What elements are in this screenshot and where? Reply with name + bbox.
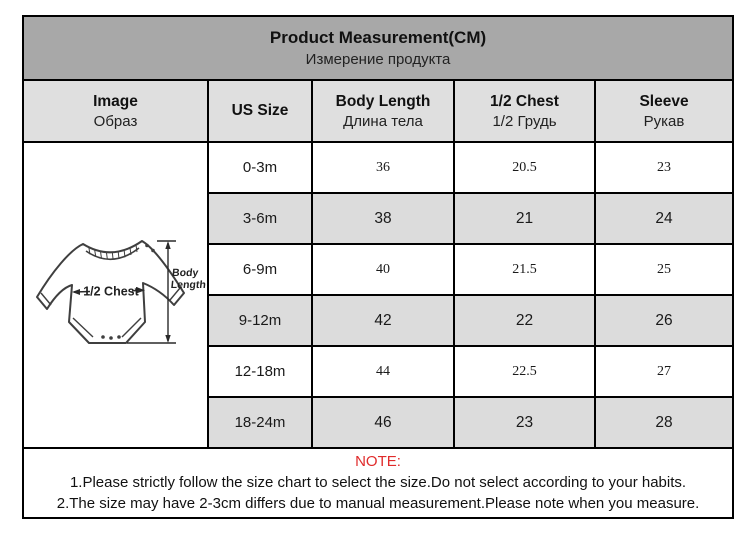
table-title-cell (23, 16, 733, 80)
sleeve-value: 23 (595, 142, 733, 193)
body-length-value: 38 (312, 193, 454, 244)
sleeve-value: 26 (595, 295, 733, 346)
length-arrowhead-bottom-icon (165, 335, 170, 343)
half-chest-value: 22.5 (454, 346, 595, 397)
bodysuit-diagram-cell (23, 142, 208, 448)
product-measurement-table (22, 15, 734, 519)
table-title-row (23, 16, 733, 80)
table-row (23, 142, 733, 193)
sleeve-value: 25 (595, 244, 733, 295)
snap-dot-icon (109, 336, 113, 340)
header-sleeve-en: Sleeve (639, 92, 689, 110)
us-size-value: 12-18m (208, 346, 312, 397)
title-russian: Измерение продукта (305, 51, 451, 68)
us-size-value: 3-6m (208, 193, 312, 244)
header-image-ru: Образ (93, 112, 138, 130)
half-chest-value: 21.5 (454, 244, 595, 295)
body-length-value: 42 (312, 295, 454, 346)
half-chest-value: 20.5 (454, 142, 595, 193)
header-us-size-en: US Size (231, 102, 289, 119)
us-size-value: 6-9m (208, 244, 312, 295)
note-cell (23, 448, 733, 518)
sleeve-value: 24 (595, 193, 733, 244)
bodysuit-diagram (26, 236, 206, 350)
shoulder-button-icon (145, 244, 149, 248)
header-half-chest-en: 1/2 Chest (490, 92, 559, 110)
header-body-length-ru: Длина тела (343, 112, 423, 130)
note-line-1: 1.Please strictly follow the size chart to select the size.Do not select according to your habits. (69, 474, 687, 491)
header-image (23, 80, 208, 142)
chest-label: 1/2 Chest (82, 284, 139, 299)
header-body-length-en: Body Length (335, 92, 431, 110)
half-chest-value: 23 (454, 397, 595, 448)
sleeve-value: 28 (595, 397, 733, 448)
header-us-size (208, 80, 312, 142)
body-length-label-line2: Length (169, 279, 206, 291)
snap-dot-icon (117, 335, 121, 339)
body-length-label (170, 267, 206, 291)
header-body-length (312, 80, 454, 142)
header-half-chest (454, 80, 595, 142)
us-size-value: 0-3m (208, 142, 312, 193)
shoulder-button-icon (151, 249, 155, 253)
body-length-value: 44 (312, 346, 454, 397)
note-row (23, 448, 733, 518)
us-size-value: 18-24m (208, 397, 312, 448)
length-arrowhead-top-icon (165, 241, 170, 249)
us-size-value: 9-12m (208, 295, 312, 346)
note-heading: NOTE: (355, 453, 401, 470)
note-line-2: 2.The size may have 2-3cm differs due to manual measurement.Please note when you measure. (56, 495, 700, 512)
half-chest-value: 21 (454, 193, 595, 244)
body-length-value: 46 (312, 397, 454, 448)
snap-dot-icon (101, 335, 105, 339)
title-english: Product Measurement(CM) (269, 28, 487, 47)
half-chest-value: 22 (454, 295, 595, 346)
header-sleeve-ru: Рукав (643, 112, 685, 130)
body-length-value: 36 (312, 142, 454, 193)
body-length-value: 40 (312, 244, 454, 295)
header-image-en: Image (93, 92, 138, 110)
body-length-label-line1: Body (170, 267, 199, 279)
sleeve-value: 27 (595, 346, 733, 397)
header-sleeve (595, 80, 733, 142)
header-half-chest-ru: 1/2 Грудь (492, 112, 557, 130)
column-header-row (23, 80, 733, 142)
